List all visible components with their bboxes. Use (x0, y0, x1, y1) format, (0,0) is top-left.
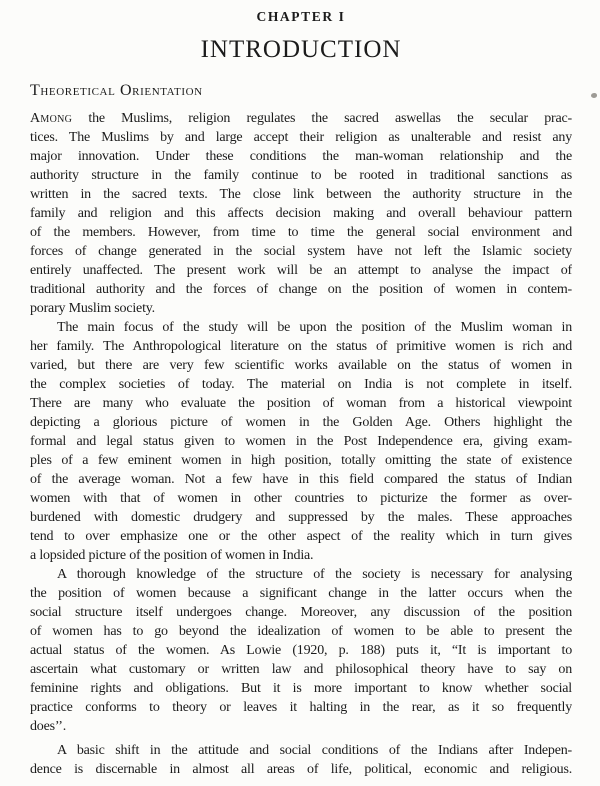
text-line: of the members. However, from time to time the general social environment and (30, 225, 572, 240)
text-line: of the average woman. Not a few have in this field compared the status of Indian (30, 472, 572, 487)
text-line: written in the sacred texts. The close link between the authority structure in the (30, 187, 572, 202)
text-line: ples of a few eminent women in high position, totally omitting the state of existence (30, 453, 572, 468)
text-line: The main focus of the study will be upon the position of the Muslim woman in (57, 320, 572, 335)
page-title: INTRODUCTION (200, 36, 402, 63)
text-line: There are many who evaluate the position of woman from a historical viewpoint (30, 396, 572, 411)
text-line: does’’. (30, 719, 67, 734)
paragraph (30, 565, 572, 736)
text-line: tend to over emphasize one or the other aspect of the reality which in turn gives (30, 529, 572, 544)
text-line: the position of women because a significant change in the latter occurs when the (30, 586, 572, 601)
text-line: her family. The Anthropological literature on the status of primitive women is rich and (30, 339, 572, 354)
text-line: of women has to go beyond the idealization of women to be able to present the (30, 624, 572, 639)
text-line: burdened with domestic drudgery and suppressed by the males. These approaches (30, 510, 572, 525)
text-line: social structure itself undergoes change. Moreover, any discussion of the position (30, 605, 572, 620)
text-line: family and religion and this affects decision making and overall behaviour pattern (30, 206, 572, 221)
text-line: entirely unaffected. The present work will be an attempt to analyse the impact of (30, 263, 572, 278)
text-line: forces of change generated in the social system have not left the Islamic society (30, 244, 572, 259)
text-line: dence is discernable in almost all areas of life, political, economic and religious. (30, 762, 572, 777)
paragraph (30, 741, 572, 779)
text-line: feminine rights and obligations. But it is more important to know whether social (30, 681, 572, 696)
chapter-label: CHAPTER I (256, 9, 346, 24)
text-line: major innovation. Under these conditions the man-woman relationship and the (30, 149, 572, 164)
text-line: practice conforms to theory or leaves it halting in the rear, as it so frequently (30, 700, 572, 715)
text-line: the complex societies of today. The material on India is not complete in itself. (30, 377, 572, 392)
text-line: varied, but there are very few scientific works available on the status of women in (30, 358, 572, 373)
paragraph (30, 109, 572, 318)
text-line: ascertain what customary or written law and philosophical theory have to say on (30, 662, 572, 677)
text-line: A thorough knowledge of the structure of the society is necessary for analysing (57, 567, 572, 582)
text-line: actual status of the women. As Lowie (1920, p. 188) puts it, “It is important to (30, 643, 572, 658)
ink-speck (591, 93, 597, 98)
text-line: depicting a glorious picture of women in the Golden Age. Others highlight the (30, 415, 572, 430)
body-text (30, 109, 572, 779)
text-line: tices. The Muslims by and large accept their religion as unalterable and resist any (30, 130, 572, 145)
paragraph (30, 318, 572, 565)
text-line: a lopsided picture of the position of women in India. (30, 548, 314, 563)
text-line: A basic shift in the attitude and social conditions of the Indians after Indepen- (57, 743, 572, 758)
text-line: authority structure in the family continue to be rooted in traditional sanctions as (30, 168, 572, 183)
section-heading: Theoretical Orientation (30, 82, 203, 99)
text-line: women with that of women in other countries to picturize the former as over- (30, 491, 572, 506)
text-line: porary Muslim society. (30, 301, 155, 316)
text-line: traditional authority and the forces of change on the position of women in contem- (30, 282, 572, 297)
paragraph-lead-smallcaps: Among (30, 111, 73, 126)
text-line: Among the Muslims, religion regulates the sacred aswellas the secular prac- (30, 111, 572, 126)
text-line: formal and legal status given to women in the Post Independence era, giving exam- (30, 434, 572, 449)
